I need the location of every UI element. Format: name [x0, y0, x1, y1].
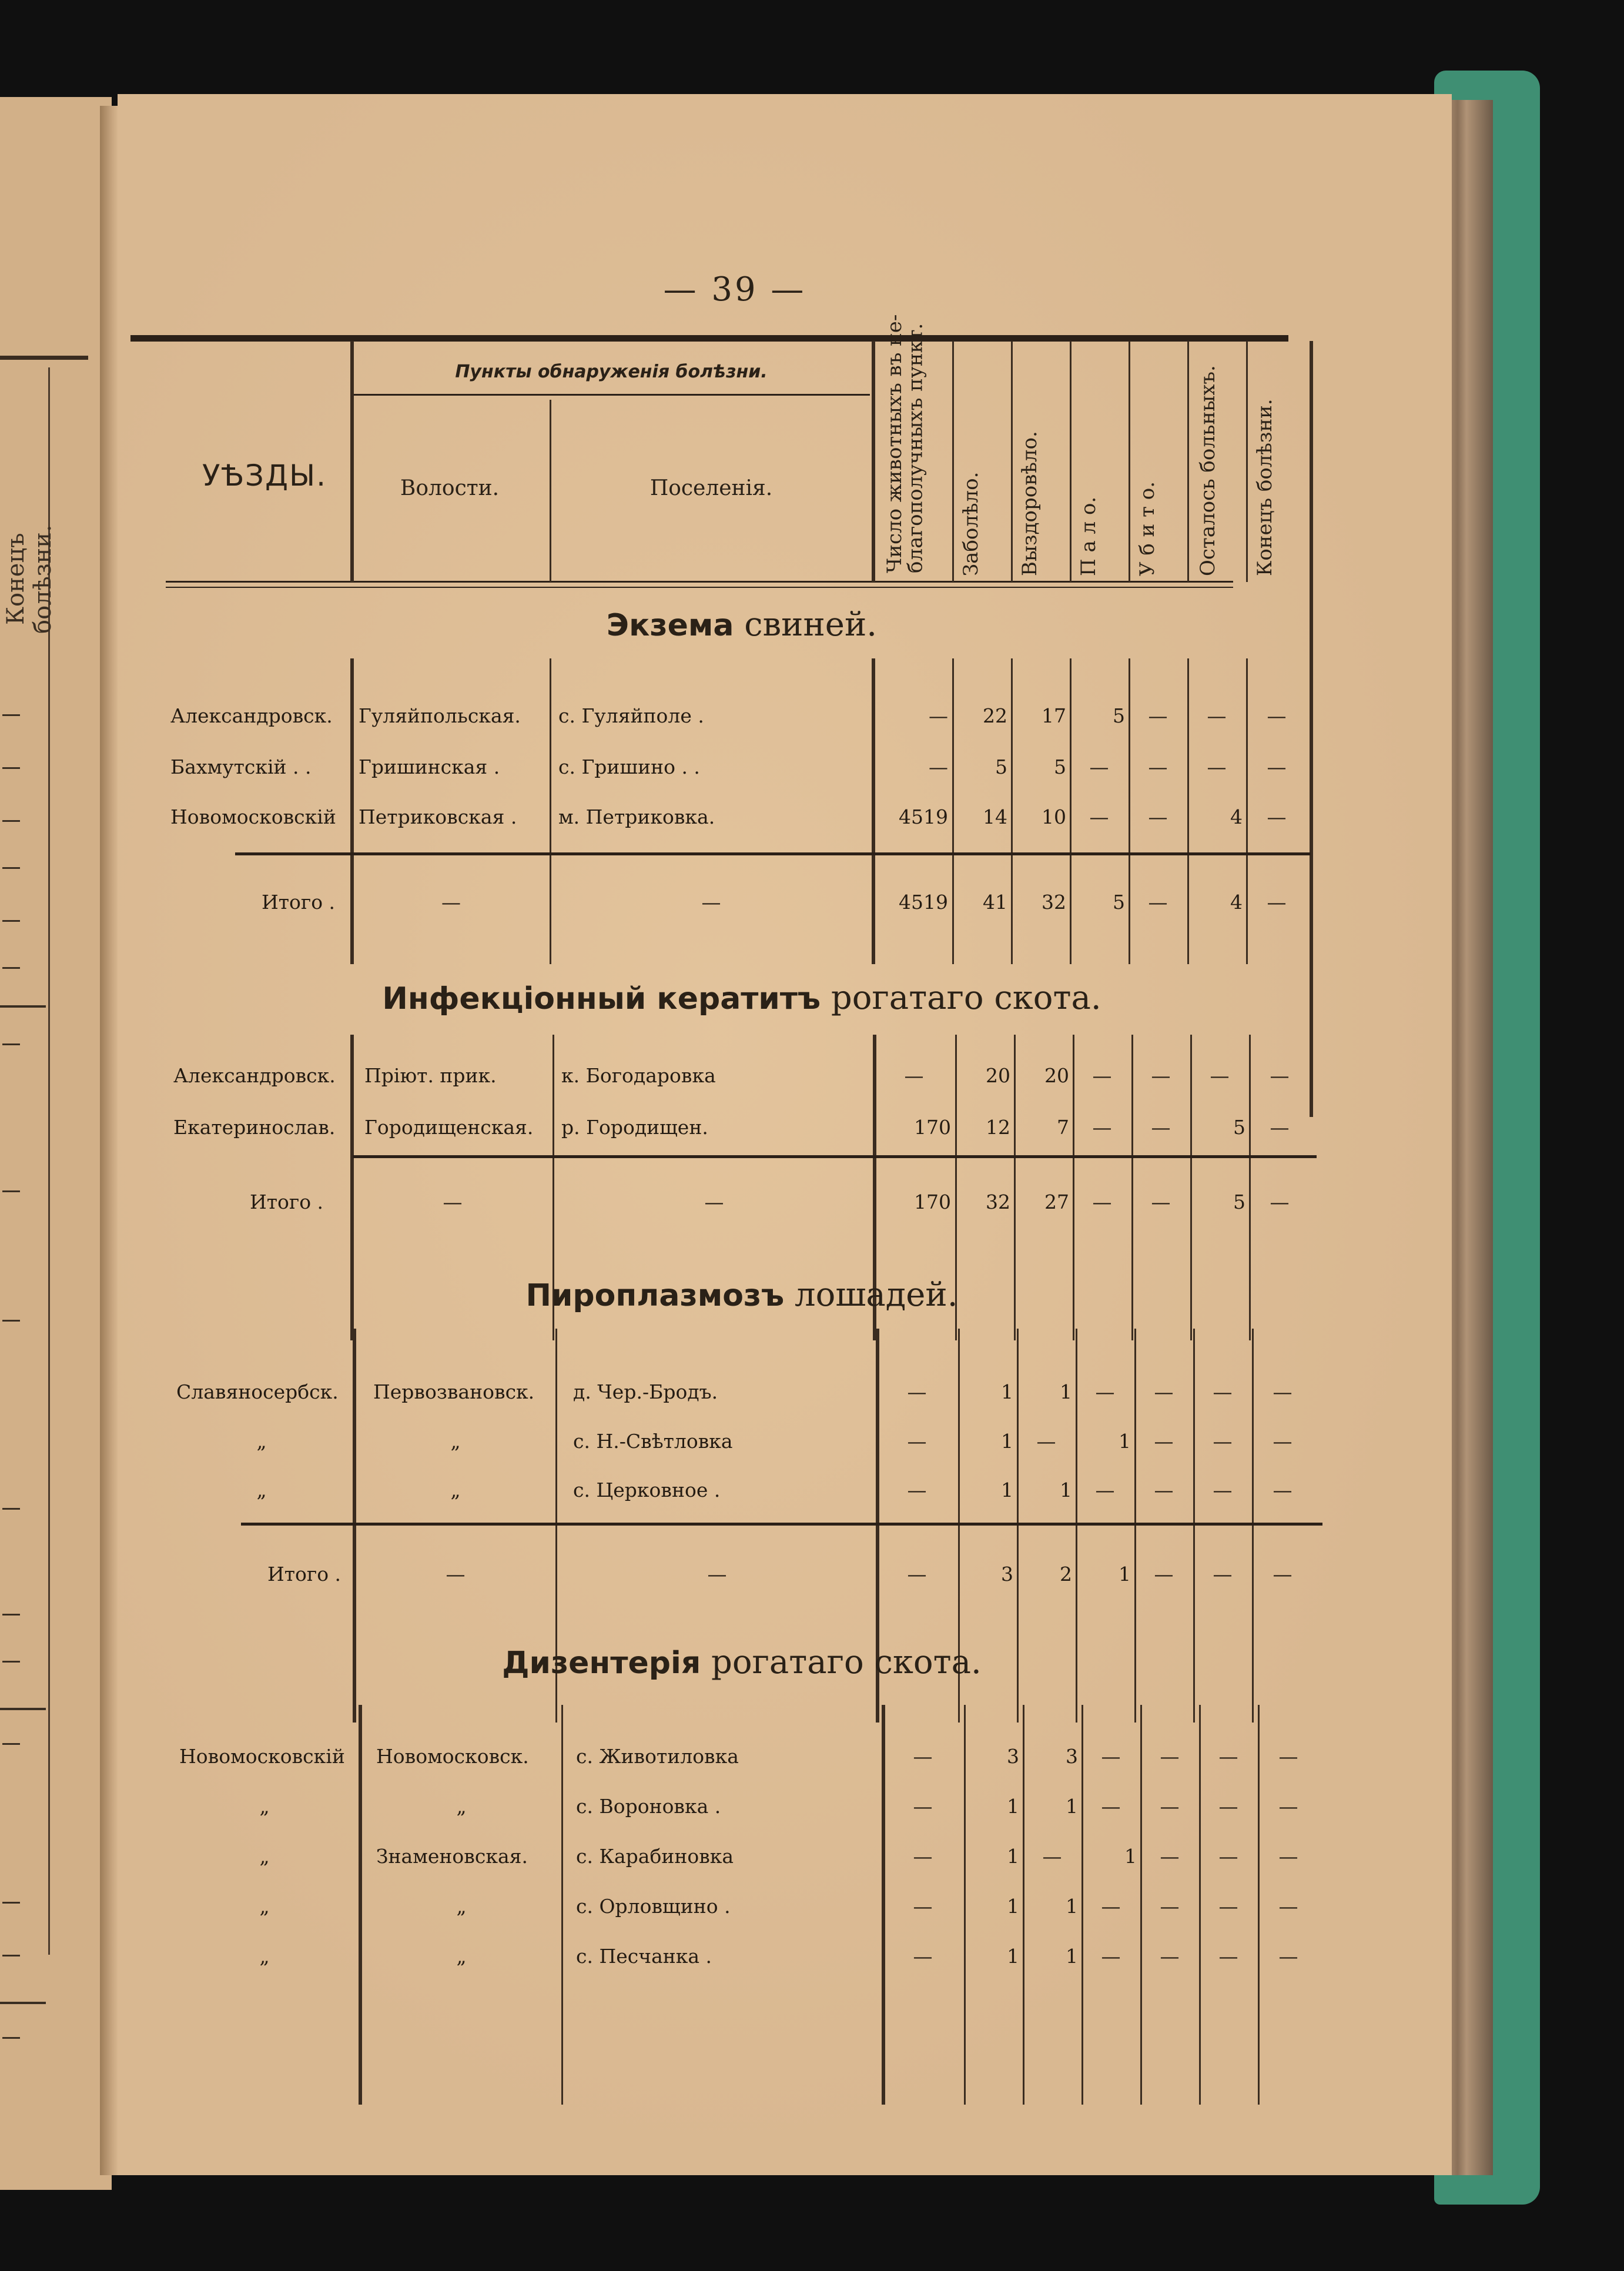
- cell-vyzdorovelo: —: [1042, 1845, 1062, 1868]
- cell-zabolelo: 1: [1001, 1380, 1013, 1403]
- cell-volost: Петриковская .: [359, 805, 517, 828]
- section-title-keratitis: [166, 979, 1318, 1017]
- cell-volost: Гришинская .: [359, 755, 500, 778]
- previous-page-dash: [2, 967, 20, 969]
- header-palo: П а л о.: [1077, 496, 1100, 576]
- cell-total-label: Итого .: [262, 891, 336, 914]
- previous-page-rule: [0, 1708, 46, 1710]
- cell-palo: —: [1092, 1064, 1112, 1087]
- header-bottom-rule-2: [166, 587, 1233, 588]
- cell-vyzdorovelo: 17: [1042, 704, 1066, 727]
- cell-uezd: Новомосковскій: [179, 1745, 345, 1768]
- cell-ostalos: —: [1218, 1795, 1238, 1818]
- cell-volost: Пріют. прик.: [364, 1064, 497, 1087]
- cell-vyzdorovelo: 20: [1044, 1064, 1069, 1087]
- cell-uezd: „: [256, 1479, 267, 1501]
- header-col-rule: [1246, 341, 1248, 582]
- previous-page-dash: [2, 1320, 20, 1322]
- previous-page-dash: [2, 1661, 20, 1663]
- cell-konets: —: [1267, 704, 1287, 727]
- cell-total-label: Итого .: [267, 1563, 341, 1586]
- cell-volost: —: [446, 1563, 466, 1586]
- header-uezdy: УѢЗДЫ.: [202, 459, 327, 493]
- page-number: — 39 —: [663, 270, 806, 309]
- cell-ostalos: —: [1218, 1945, 1238, 1968]
- col-rule: [350, 658, 354, 964]
- cell-volost: „: [450, 1479, 461, 1501]
- cell-palo: —: [1101, 1945, 1121, 1968]
- cell-zabolelo: 5: [995, 755, 1007, 778]
- section-title-bold: Дизентерія: [502, 1645, 701, 1681]
- cell-ubito: —: [1151, 1064, 1171, 1087]
- cell-chislo: 170: [914, 1116, 951, 1139]
- cell-poselenie: с. Н.-Свѣтловка: [573, 1430, 733, 1453]
- cell-ubito: —: [1154, 1563, 1174, 1586]
- cell-uezd: Новомосковскій: [170, 805, 336, 828]
- section-title-dysentery: [166, 1643, 1318, 1681]
- cell-ubito: —: [1160, 1795, 1180, 1818]
- header-chislo: [883, 314, 927, 573]
- cell-poselenie: к. Богодаровка: [561, 1064, 716, 1087]
- cell-zabolelo: 20: [986, 1064, 1010, 1087]
- previous-page-dash: [2, 2037, 20, 2039]
- section-title-eczema: [166, 606, 1318, 644]
- cell-palo: —: [1101, 1795, 1121, 1818]
- book-spine: [100, 106, 118, 2175]
- previous-page-dash: [2, 1955, 20, 1956]
- section-title-piroplasmosis: [166, 1276, 1318, 1314]
- cell-zabolelo: 1: [1007, 1795, 1019, 1818]
- cell-ubito: —: [1160, 1945, 1180, 1968]
- previous-page-dash: [2, 714, 20, 716]
- total-rule: [353, 1155, 1317, 1158]
- cell-volost: „: [450, 1430, 461, 1453]
- cell-palo: —: [1089, 805, 1109, 828]
- cell-vyzdorovelo: 27: [1044, 1190, 1069, 1213]
- cell-zabolelo: 32: [986, 1190, 1010, 1213]
- previous-page-column-header: Конецъ болѣзни.: [2, 524, 56, 634]
- cell-chislo: —: [907, 1563, 927, 1586]
- cell-zabolelo: 1: [1007, 1895, 1019, 1918]
- cell-konets: —: [1278, 1795, 1298, 1818]
- cell-konets: —: [1267, 891, 1287, 914]
- cell-ubito: —: [1148, 805, 1168, 828]
- cell-volost: Городищенская.: [364, 1116, 534, 1139]
- cell-palo: —: [1095, 1479, 1115, 1501]
- previous-page-dash: [2, 1190, 20, 1192]
- cell-ostalos: —: [1207, 755, 1227, 778]
- cell-chislo: 4519: [899, 891, 948, 914]
- cell-volost: Новомосковск.: [376, 1745, 529, 1768]
- header-col-rule: [1070, 341, 1071, 582]
- cell-ubito: —: [1154, 1479, 1174, 1501]
- cell-ubito: —: [1151, 1116, 1171, 1139]
- cell-zabolelo: 3: [1007, 1745, 1019, 1768]
- cell-palo: —: [1101, 1895, 1121, 1918]
- cell-poselenie: с. Гуляйполе .: [558, 704, 704, 727]
- cell-vyzdorovelo: 32: [1042, 891, 1066, 914]
- previous-page-dash: [2, 920, 20, 922]
- cell-uezd: „: [259, 1795, 270, 1818]
- cell-ubito: —: [1148, 891, 1168, 914]
- header-chislo-line2: благополучныхъ пункт.: [903, 323, 927, 573]
- cell-palo: 1: [1119, 1563, 1131, 1586]
- section-title-bold: Инфекціонный кератитъ: [382, 981, 821, 1016]
- cell-poselenie: р. Городищен.: [561, 1116, 708, 1139]
- cell-vyzdorovelo: 3: [1066, 1745, 1078, 1768]
- section-title-rest: рогатаго скота.: [711, 1643, 982, 1681]
- cell-palo: —: [1095, 1380, 1115, 1403]
- cell-zabolelo: 41: [983, 891, 1007, 914]
- previous-page-dash: [2, 1614, 20, 1616]
- cell-poselenie: с. Животиловка: [576, 1745, 739, 1768]
- cell-poselenie: с. Церковное .: [573, 1479, 721, 1501]
- cell-uezd: Бахмутскій . .: [170, 755, 312, 778]
- cell-konets: —: [1267, 805, 1287, 828]
- cell-konets: —: [1267, 755, 1287, 778]
- cell-volost: —: [443, 1190, 463, 1213]
- previous-page-dash: [2, 867, 20, 869]
- table-top-rule: [130, 335, 1288, 342]
- cell-chislo: —: [904, 1064, 924, 1087]
- cell-chislo: —: [913, 1845, 933, 1868]
- cell-zabolelo: 1: [1007, 1845, 1019, 1868]
- section-title-bold: Экзема: [606, 608, 734, 643]
- cell-vyzdorovelo: —: [1036, 1430, 1056, 1453]
- previous-page-dash: [2, 820, 20, 822]
- cell-uezd: „: [256, 1430, 267, 1453]
- cell-uezd: Александровск.: [170, 704, 333, 727]
- cell-vyzdorovelo: 7: [1057, 1116, 1069, 1139]
- cell-poselenie: —: [704, 1190, 724, 1213]
- cell-vyzdorovelo: 5: [1054, 755, 1066, 778]
- cell-volost: „: [456, 1895, 467, 1918]
- cell-chislo: 4519: [899, 805, 948, 828]
- total-rule: [235, 852, 1311, 855]
- cell-vyzdorovelo: 1: [1066, 1895, 1078, 1918]
- cell-ubito: —: [1148, 704, 1168, 727]
- header-punkty: Пункты обнаруженія болѣзни.: [455, 362, 768, 382]
- cell-zabolelo: 22: [983, 704, 1007, 727]
- cell-ostalos: —: [1213, 1479, 1233, 1501]
- header-col-rule: [550, 400, 551, 582]
- previous-page-rule: [0, 1005, 46, 1008]
- cell-ubito: —: [1160, 1745, 1180, 1768]
- section-title-rest: рогатаго скота.: [831, 979, 1101, 1017]
- header-col-rule: [872, 341, 875, 582]
- header-volosti: Волости.: [400, 476, 500, 500]
- previous-page-rule: [0, 2002, 46, 2004]
- col-rule: [561, 1705, 563, 2105]
- cell-chislo: —: [907, 1380, 927, 1403]
- cell-poselenie: с. Гришино . .: [558, 755, 700, 778]
- cell-chislo: 170: [914, 1190, 951, 1213]
- cell-zabolelo: 1: [1007, 1945, 1019, 1968]
- cell-palo: —: [1101, 1745, 1121, 1768]
- cell-konets: —: [1278, 1845, 1298, 1868]
- cell-poselenie: —: [707, 1563, 727, 1586]
- cell-zabolelo: 1: [1001, 1430, 1013, 1453]
- cell-konets: —: [1273, 1380, 1292, 1403]
- previous-page-dash: [2, 767, 20, 769]
- cell-poselenie: с. Песчанка .: [576, 1945, 712, 1968]
- cell-chislo: —: [913, 1795, 933, 1818]
- cell-chislo: —: [907, 1430, 927, 1453]
- cell-uezd: Славяносербск.: [176, 1380, 339, 1403]
- cell-palo: 5: [1113, 704, 1125, 727]
- cell-vyzdorovelo: 1: [1060, 1380, 1072, 1403]
- cell-palo: 1: [1119, 1430, 1131, 1453]
- cell-chislo: —: [929, 755, 948, 778]
- cell-palo: 5: [1113, 891, 1125, 914]
- cell-poselenie: д. Чер.-Бродъ.: [573, 1380, 718, 1403]
- cell-palo: 1: [1124, 1845, 1137, 1868]
- cell-ostalos: 5: [1233, 1190, 1245, 1213]
- cell-ubito: —: [1154, 1430, 1174, 1453]
- cell-chislo: —: [929, 704, 948, 727]
- cell-vyzdorovelo: 1: [1066, 1945, 1078, 1968]
- previous-page-dash: [2, 1902, 20, 1904]
- cell-konets: —: [1273, 1479, 1292, 1501]
- col-rule: [550, 658, 551, 964]
- cell-chislo: —: [913, 1745, 933, 1768]
- cell-ubito: —: [1160, 1845, 1180, 1868]
- cell-zabolelo: 3: [1001, 1563, 1013, 1586]
- header-poselenia: Поселенія.: [649, 476, 773, 500]
- cell-chislo: —: [913, 1895, 933, 1918]
- total-rule: [241, 1523, 1322, 1526]
- cell-ostalos: —: [1207, 704, 1227, 727]
- cell-vyzdorovelo: 1: [1066, 1795, 1078, 1818]
- section-title-rest: свиней.: [744, 606, 878, 644]
- cell-zabolelo: 14: [983, 805, 1007, 828]
- cell-ostalos: —: [1218, 1745, 1238, 1768]
- header-col-rule: [350, 341, 354, 582]
- cell-total-label: Итого .: [250, 1190, 324, 1213]
- cell-poselenie: —: [701, 891, 721, 914]
- cell-ubito: —: [1160, 1895, 1180, 1918]
- cell-vyzdorovelo: 2: [1060, 1563, 1072, 1586]
- cell-ostalos: 5: [1233, 1116, 1245, 1139]
- header-konets: Конецъ болѣзни.: [1253, 399, 1277, 576]
- cell-konets: —: [1270, 1190, 1290, 1213]
- header-col-rule: [1011, 341, 1013, 582]
- cell-uezd: Александровск.: [173, 1064, 336, 1087]
- header-col-rule: [1129, 341, 1130, 582]
- cell-volost: „: [456, 1945, 467, 1968]
- cell-konets: —: [1278, 1895, 1298, 1918]
- header-ostalos: Осталось больныхъ.: [1196, 365, 1220, 576]
- header-subrule: [353, 394, 870, 396]
- cell-volost: Знаменовская.: [376, 1845, 528, 1868]
- cell-konets: —: [1273, 1563, 1292, 1586]
- cell-palo: —: [1092, 1190, 1112, 1213]
- cell-uezd: „: [259, 1895, 270, 1918]
- header-chislo-line1: Число животныхъ въ не-: [883, 314, 906, 573]
- cell-poselenie: с. Орловщино .: [576, 1895, 731, 1918]
- cell-ubito: —: [1151, 1190, 1171, 1213]
- cell-konets: —: [1270, 1116, 1290, 1139]
- cell-ubito: —: [1154, 1380, 1174, 1403]
- cell-ostalos: —: [1218, 1845, 1238, 1868]
- cell-chislo: —: [907, 1479, 927, 1501]
- cell-volost: —: [441, 891, 461, 914]
- cell-volost: „: [456, 1795, 467, 1818]
- cell-konets: —: [1278, 1945, 1298, 1968]
- cell-poselenie: с. Вороновка .: [576, 1795, 721, 1818]
- cell-vyzdorovelo: 10: [1042, 805, 1066, 828]
- cell-ostalos: —: [1213, 1430, 1233, 1453]
- cell-poselenie: м. Петриковка.: [558, 805, 715, 828]
- previous-page-edge: [0, 97, 112, 2190]
- cell-ostalos: 4: [1230, 891, 1243, 914]
- cell-uezd: „: [259, 1945, 270, 1968]
- cell-konets: —: [1273, 1430, 1292, 1453]
- cell-volost: Первозвановск.: [373, 1380, 535, 1403]
- cell-chislo: —: [913, 1945, 933, 1968]
- cell-poselenie: с. Карабиновка: [576, 1845, 734, 1868]
- cell-palo: —: [1089, 755, 1109, 778]
- previous-page-dash: [2, 1043, 20, 1045]
- cell-ostalos: 4: [1230, 805, 1243, 828]
- cell-uezd: „: [259, 1845, 270, 1868]
- previous-page-dash: [2, 1743, 20, 1745]
- previous-page-dash: [2, 1508, 20, 1510]
- previous-page-top-rule: [0, 356, 88, 360]
- cell-ostalos: —: [1210, 1064, 1230, 1087]
- cell-ostalos: —: [1218, 1895, 1238, 1918]
- cell-ubito: —: [1148, 755, 1168, 778]
- cell-zabolelo: 1: [1001, 1479, 1013, 1501]
- cell-vyzdorovelo: 1: [1060, 1479, 1072, 1501]
- cell-uezd: Екатеринослав.: [173, 1116, 336, 1139]
- header-zabolelo: Заболѣло.: [959, 471, 983, 576]
- header-vyzdorovelo: Выздоровѣло.: [1018, 431, 1042, 576]
- header-col-rule: [1187, 341, 1189, 582]
- cell-konets: —: [1278, 1745, 1298, 1768]
- header-col-rule: [952, 341, 954, 582]
- cell-ostalos: —: [1213, 1380, 1233, 1403]
- cell-volost: Гуляйпольская.: [359, 704, 521, 727]
- section-title-rest: лошадей.: [795, 1276, 958, 1314]
- cell-konets: —: [1270, 1064, 1290, 1087]
- cell-palo: —: [1092, 1116, 1112, 1139]
- header-ubito: У б и т о.: [1136, 481, 1159, 576]
- cell-ostalos: —: [1213, 1563, 1233, 1586]
- header-bottom-rule: [166, 581, 1233, 583]
- document-page: [118, 94, 1452, 2175]
- section-title-bold: Пироплазмозъ: [525, 1278, 785, 1313]
- cell-zabolelo: 12: [986, 1116, 1010, 1139]
